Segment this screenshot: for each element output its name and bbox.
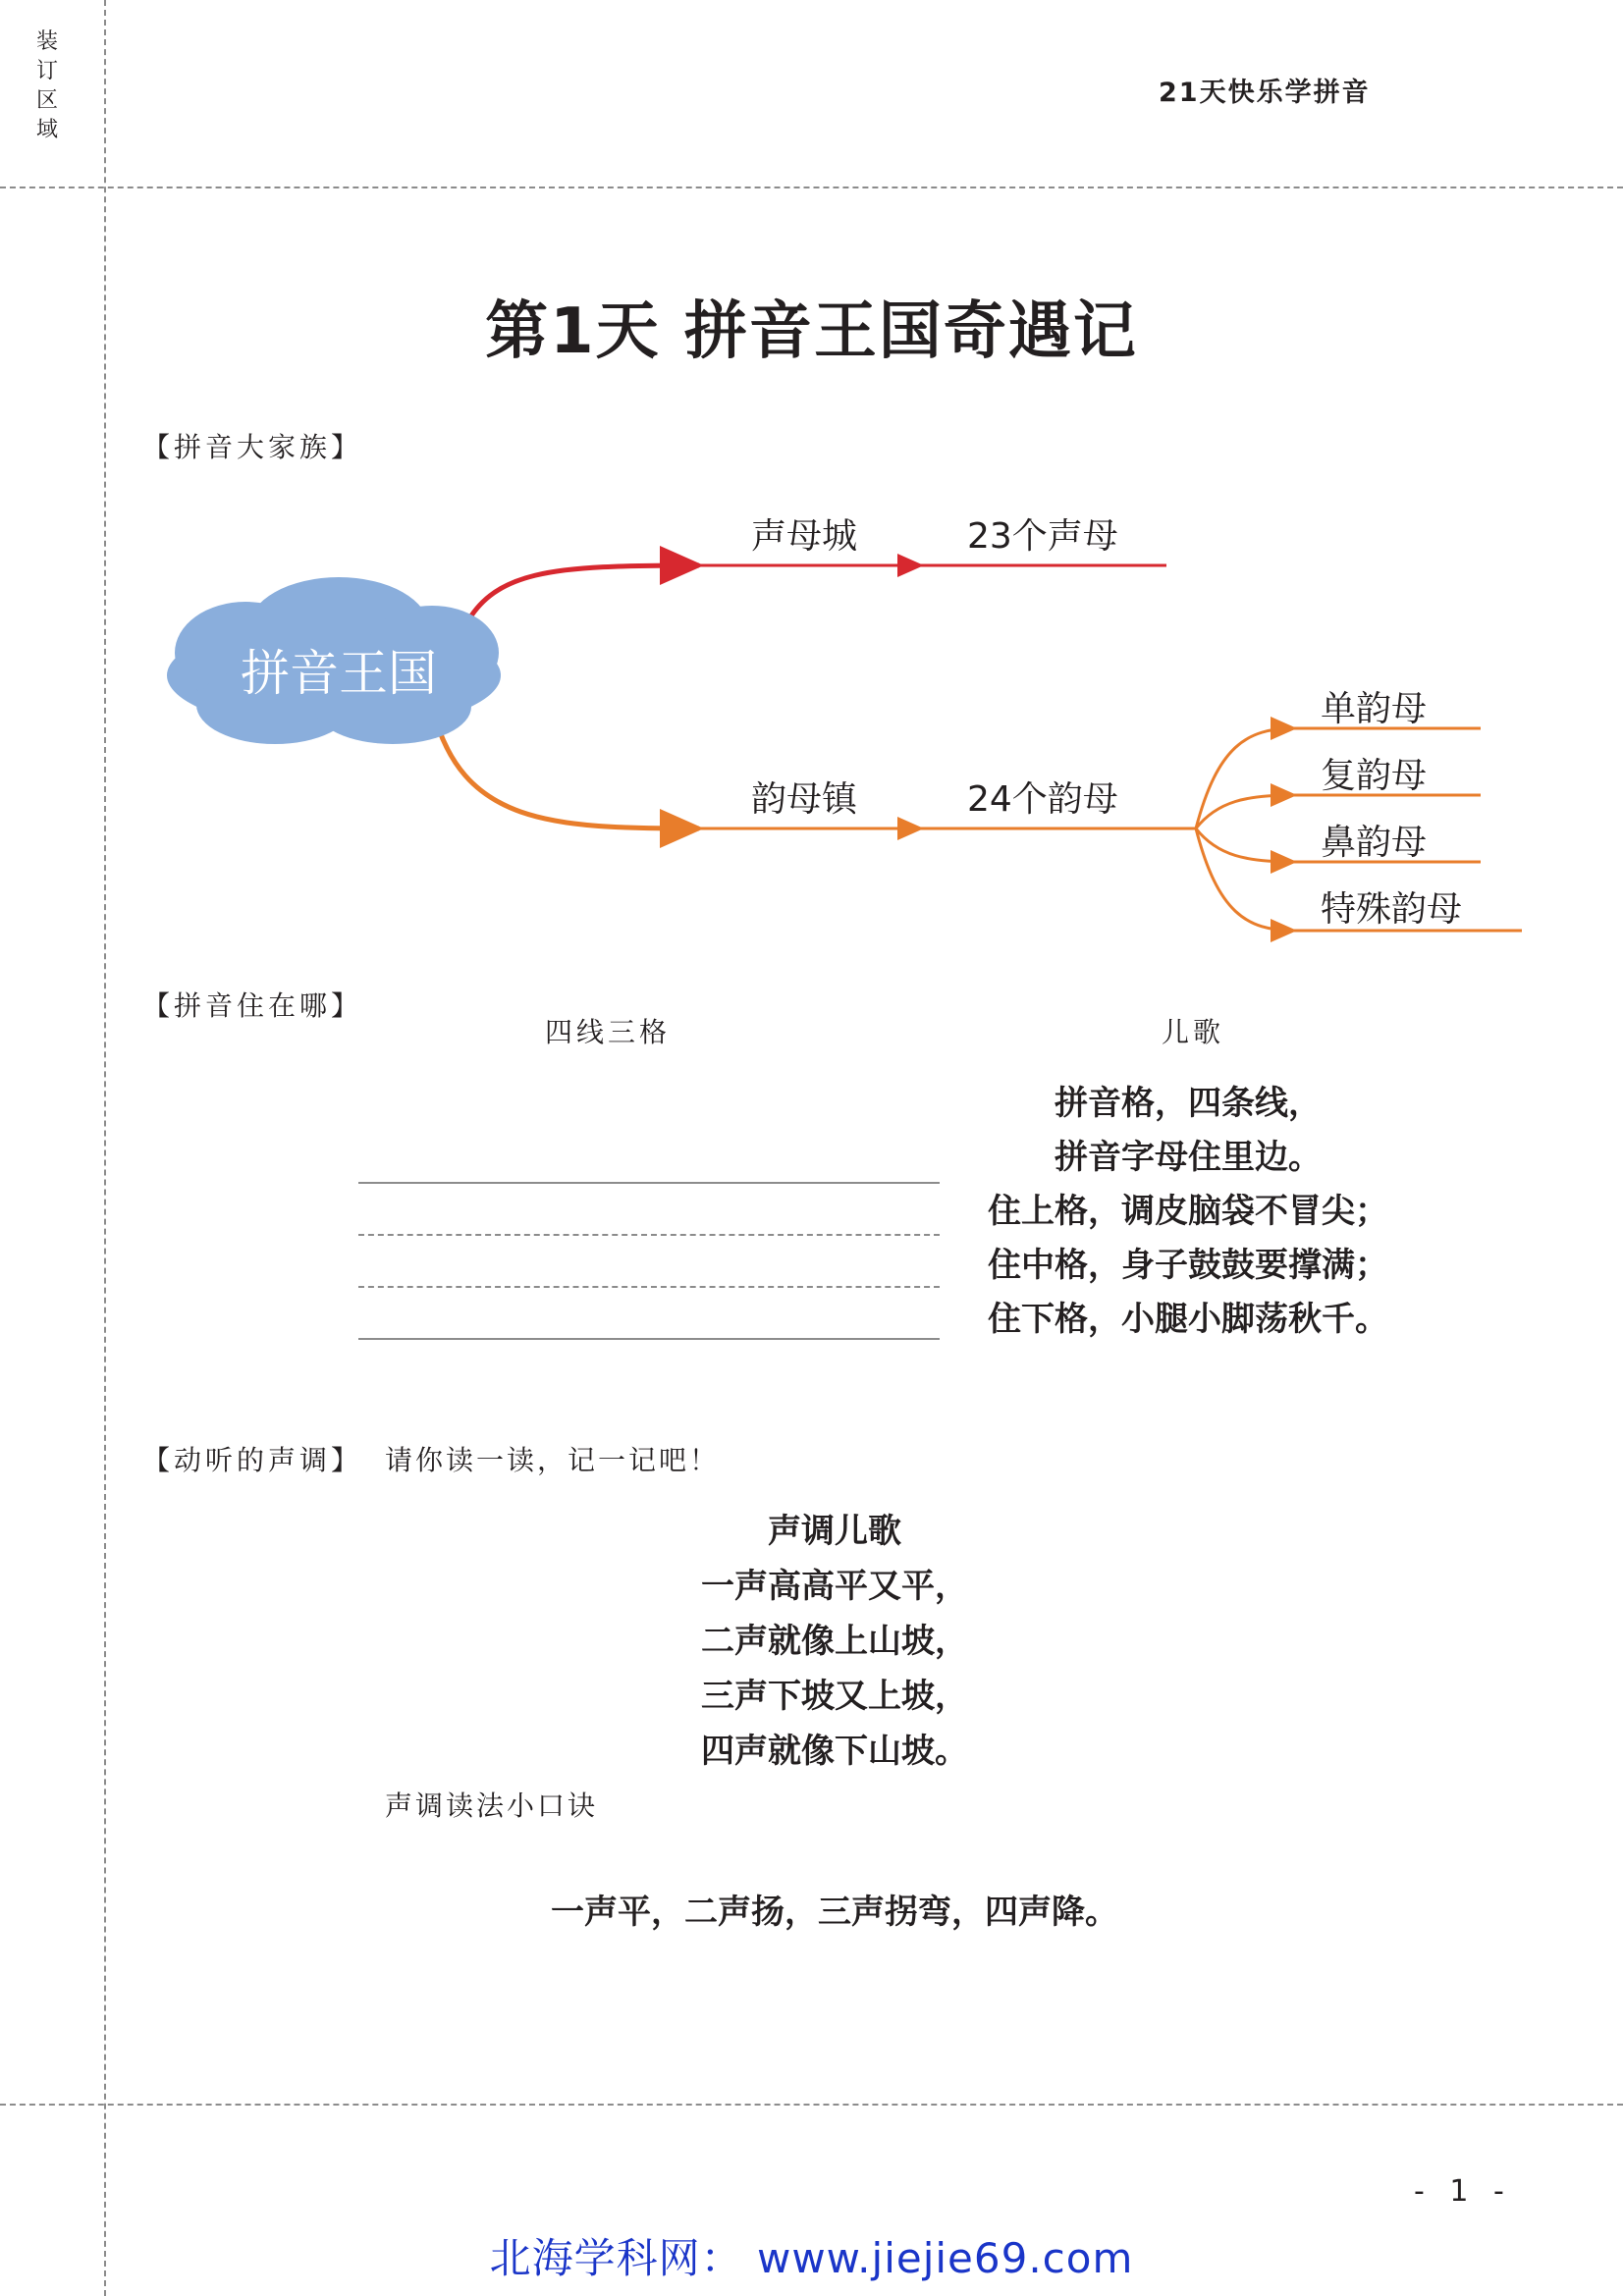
upper-branch-curve [461,565,699,633]
final-type-label: 鼻韵母 [1321,823,1428,863]
binding-char: 装 [35,29,58,54]
section-title-tones: 【动听的声调】 [142,1444,363,1476]
song-line: 拼音格，四条线， [1055,1084,1322,1123]
section-title-where: 【拼音住在哪】 [142,989,363,1022]
tone-song-title: 声调儿歌 [768,1512,901,1551]
footer-watermark: 北海学科网： www.jiejie69.com [489,2234,1134,2282]
staff-line-upper-middle [358,1234,940,1236]
tone-song-line: 一声高高平又平， [701,1567,968,1606]
song-line: 住上格，调皮脑袋不冒尖； [988,1192,1388,1231]
binding-char: 订 [35,59,58,83]
staff-line-bottom [358,1338,940,1340]
tones-prompt: 请你读一读，记一记吧！ [385,1444,721,1476]
binding-char: 域 [35,118,58,142]
initials-town-label: 声母城 [751,516,858,557]
tone-song-line: 三声下坡又上坡， [701,1677,968,1716]
page-title: 第1天 拼音王国奇遇记 [485,295,1138,368]
staff-line-lower-middle [358,1286,940,1288]
finals-town-label: 韵母镇 [751,779,858,820]
tone-song-line: 四声就像下山坡。 [701,1732,968,1771]
song-line: 住中格，身子鼓鼓要撑满； [988,1246,1388,1285]
section-title-family: 【拼音大家族】 [142,431,363,463]
final-type-label: 复韵母 [1321,756,1428,796]
staff-label: 四线三格 [545,1016,672,1048]
mindmap-root-label: 拼音王国 [241,645,437,702]
binding-area-label [27,27,67,145]
song-label: 儿歌 [1162,1016,1225,1048]
binding-char: 区 [35,88,58,113]
header-divider [0,187,1623,188]
tone-rule-label: 声调读法小口诀 [385,1789,599,1822]
footer-divider [0,2104,1623,2106]
lower-branch-curve [432,707,699,828]
song-line: 拼音字母住里边。 [1055,1138,1322,1177]
fan-branch [1196,828,1294,862]
initials-count-label: 23个声母 [967,516,1118,557]
finals-count-label: 24个韵母 [967,779,1118,820]
final-type-label: 特殊韵母 [1321,889,1463,930]
staff-line-top [358,1182,940,1184]
page-number: - 1 - [1414,2174,1512,2209]
song-line: 住下格，小腿小脚荡秋千。 [988,1300,1388,1339]
tone-rule: 一声平，二声扬，三声拐弯，四声降。 [551,1893,1118,1932]
header-title: 21天快乐学拼音 [1159,78,1371,108]
fan-branch [1196,795,1294,828]
final-type-label: 单韵母 [1321,689,1428,729]
tone-song-line: 二声就像上山坡， [701,1622,968,1661]
